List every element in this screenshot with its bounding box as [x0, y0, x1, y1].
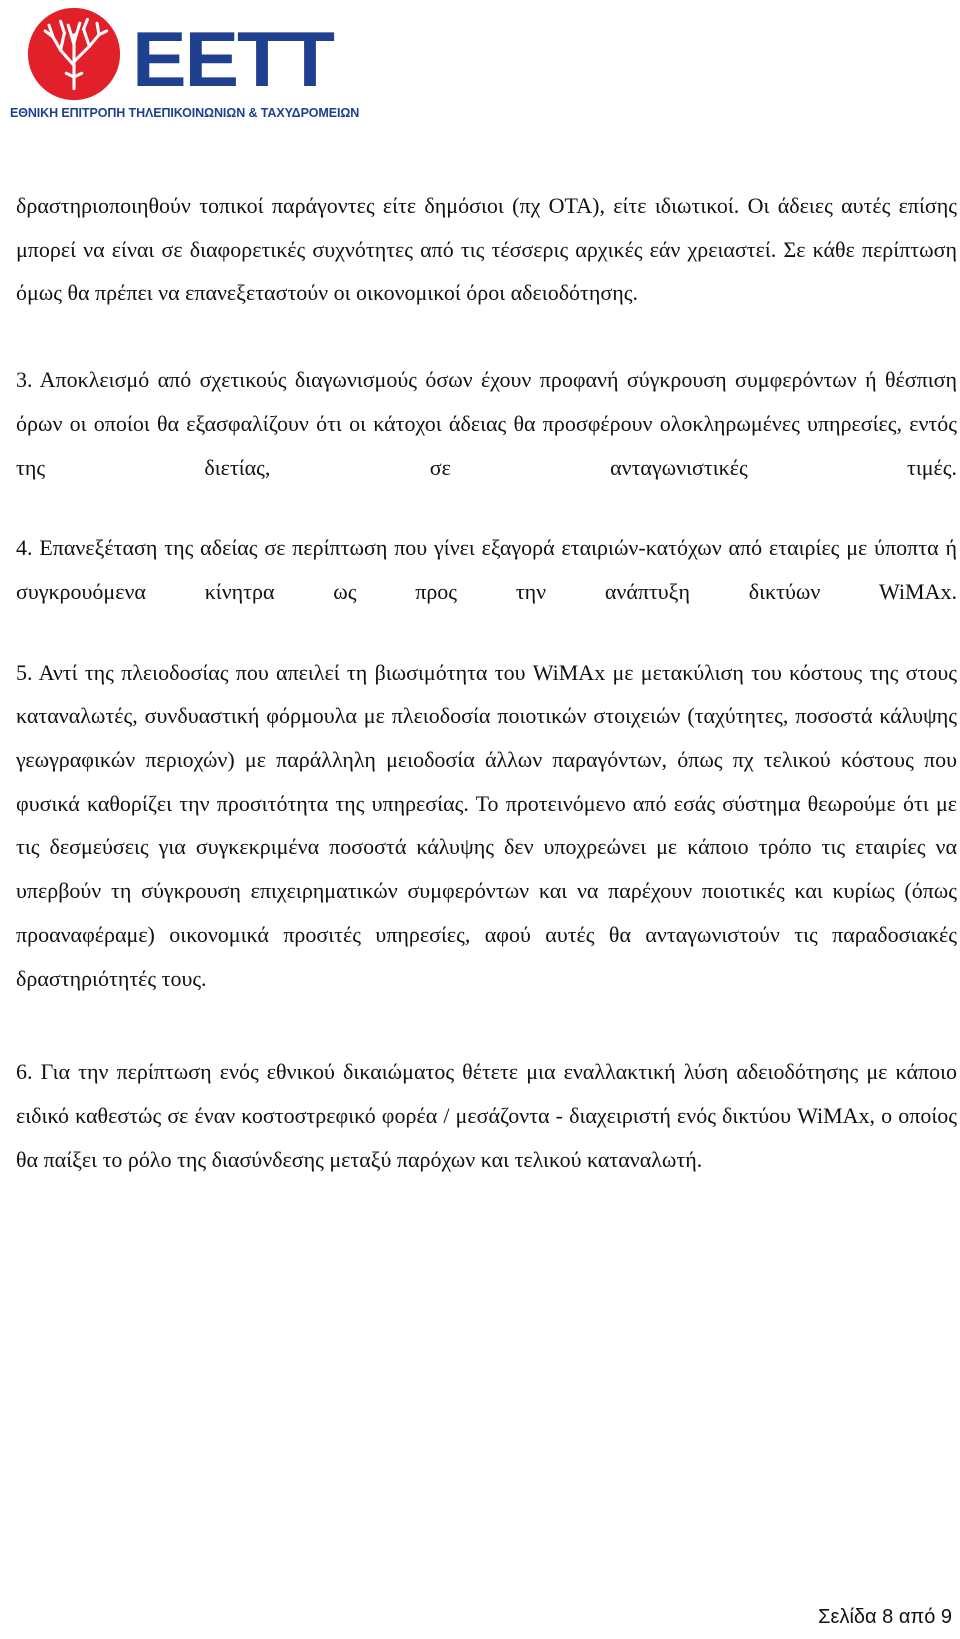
paragraph-item-5: 5. Αντί της πλειοδοσίας που απειλεί τη βιωσιμότητα του WiMAx με μετακύλιση του κόστους της στους καταναλωτές, συνδυαστική φόρμουλα με πλειοδοσία ποιοτικών στοιχειών (ταχύτητες, ποσοστά κάλυψης γεωγραφικών περιοχών) με παράλληλη μειοδοσία άλλων παραγόντων, όπως πχ τελικού κόστους που φυσικά καθορίζει την προσιτότητα της υπηρεσίας. Το προτεινόμενο από εσάς σύστημα θεωρούμε ότι με τις δεσμεύσεις για συγκεκριμένα ποσοστά κάλυψης δεν υποχρεώνει με κάποιο τρόπο τις εταιρίες να υπερβούν τη σύγκρουση επιχειρηματικών συμφερόντων και να παρέχουν ποιοτικές και κυρίως (όπως προαναφέραμε) οικονομικά προσιτές υπηρεσίες, αφού αυτές θα ανταγωνιστούν τις παραδοσιακές δραστηριότητές τους. [16, 659, 957, 991]
eett-wordmark: ΕΕΤΤ [132, 15, 333, 103]
page-header [10, 6, 360, 124]
paragraph-continuation: δραστηριοποιηθούν τοπικοί παράγοντες είτε δημόσιοι (πχ ΟΤΑ), είτε ιδιωτικοί. Οι άδειες αυτές επίσης μπορεί να είναι σε διαφορετικές συχνότητες από τις τέσσερις αρχικές εάν χρειαστεί. Σε κάθε περίπτωση όμως θα πρέπει να επανεξεταστούν οι οικονομικοί όροι αδειοδότησης. [16, 193, 957, 306]
paragraph-item-6: 6. Για την περίπτωση ενός εθνικού δικαιώματος θέτετε μια εναλλακτική λύση αδειοδότησης με κάποιο ειδικό καθεστώς σε έναν κοστοστρεφικό φορέα / μεσάζοντα - διαχειριστή ενός δικτύου WiMAx, ο οποίος θα παίξει το ρόλο της διασύνδεσης μεταξύ παρόχων και τελικού καταναλωτή. [16, 1059, 957, 1172]
paragraph-gap [16, 489, 957, 526]
paragraph-gap [16, 315, 957, 358]
eett-tagline: ΕΘΝΙΚΗ ΕΠΙΤΡΟΠΗ ΤΗΛΕΠΙΚΟΙΝΩΝΙΩΝ & ΤΑΧΥΔΡΟΜΕΙΩΝ [10, 106, 360, 120]
paragraph-gap [16, 1000, 957, 1050]
eett-tree-logo-icon [26, 6, 122, 102]
document-body [16, 184, 957, 1181]
paragraph-item-4: 4. Επανεξέταση της αδείας σε περίπτωση που γίνει εξαγορά εταιριών-κατόχων από εταιρίες με ύποπτα ή συγκρουόμενα κίνητρα ως προς την ανάπτυξη δικτύων WiMAx. [16, 535, 957, 604]
paragraph-gap [16, 614, 957, 651]
page-number: Σελίδα 8 από 9 [818, 1606, 952, 1628]
paragraph-item-3: 3. Αποκλεισμό από σχετικούς διαγωνισμούς όσων έχουν προφανή σύγκρουση συμφερόντων ή θέσπιση όρων οι οποίοι θα εξασφαλίζουν ότι οι κάτοχοι άδειας θα προσφέρουν ολοκληρωμένες υπηρεσίες, εντός της διετίας, σε ανταγωνιστικές τιμές. [16, 367, 957, 480]
